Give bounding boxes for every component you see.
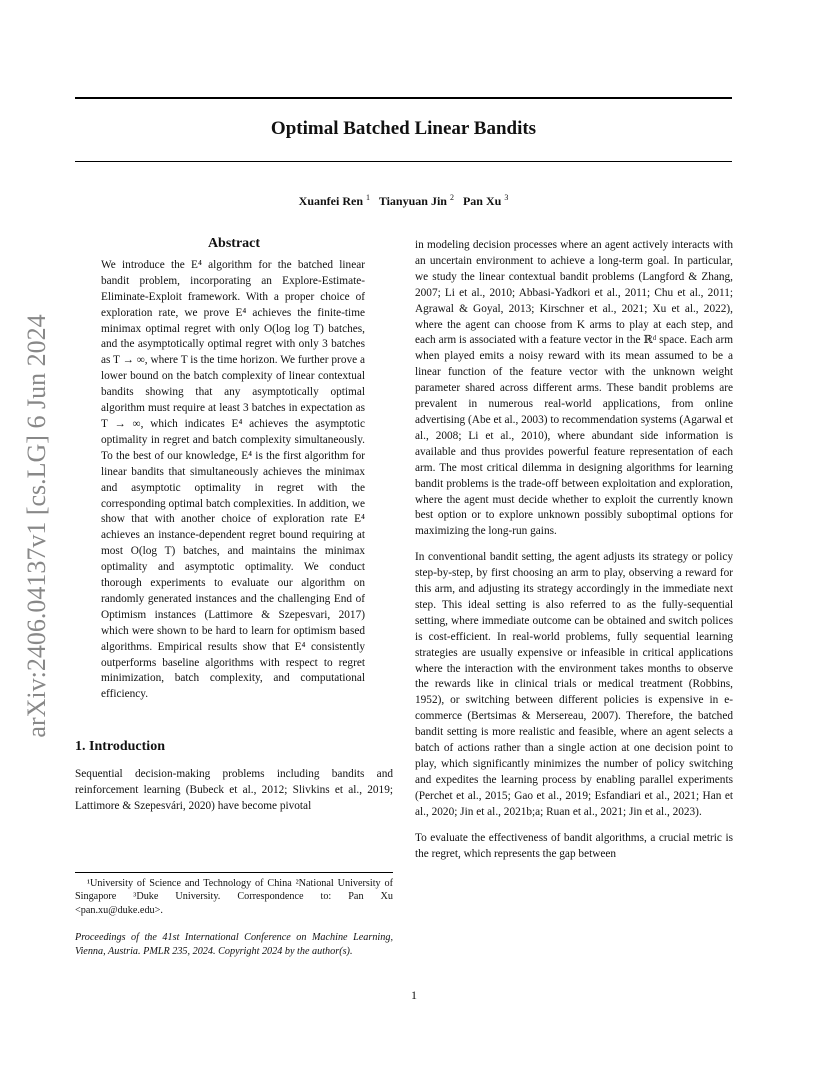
arxiv-stamp-text: arXiv:2406.04137v1 [cs.LG] 6 Jun 2024 [22, 314, 51, 738]
affiliation-mark: 1 [366, 193, 371, 202]
left-column [75, 236, 393, 815]
author-list [75, 193, 732, 209]
proceedings-note [75, 931, 393, 958]
author-name: Xuanfei Ren [298, 194, 364, 208]
intro-paragraph-continued: in modeling decision processes where an agent actively interacts with an uncertain environment to achieve a long-term goal. In particular, we study the linear contextual bandit problems (Langford & Zhang, 2007; Li et al., 2010; Abbasi-Yadkori et al., 2011; Chu et al., 2011; Agrawal & Goyal, 2013; Kirschner et al., 2021; Xu et al., 2022), where the agent can choose from K arms to play at each step, and each arm is associated with a feature vector in the ℝᵈ space. Each arm when played emits a noisy reward with its mean assumed to be a linear function of the feature vector with the unknown weight parameter shared across different arms. These bandit problems are prevalent in numerous real-world applications, from online advertising (Abe et al., 2003) to recommendation systems (Agarwal et al., 2008; Li et al., 2010), where abundant side information is available and thus provides powerful feature representation of each arm. The most critical dilemma in designing algorithms for learning bandit problems is the trade-off between exploitation and exploration, where the agent must decide whether to exploit the currently known best option or to explore unknown possibly suboptimal options for maximizing the long-run gains. [415, 239, 733, 538]
introduction-paragraph: Sequential decision-making problems including bandits and reinforcement learning (Bubeck et al., 2012; Slivkins et al., 2019; Lattimore & Szepesvári, 2020) have become pivotal [75, 768, 393, 812]
arxiv-stamp [22, 296, 52, 756]
affiliation-mark: 3 [504, 193, 509, 202]
author-name: Pan Xu [462, 194, 502, 208]
paper-title: Optimal Batched Linear Bandits [270, 118, 537, 139]
affiliations-footnote: ¹University of Science and Technology of China ²National University of Singapore ³Duke University. Correspondence to: Pan Xu <pan.xu@duke.edu>. [75, 878, 393, 916]
author-name: Tianyuan Jin [378, 194, 447, 208]
footnote [75, 872, 393, 958]
introduction-heading: 1. Introduction [75, 739, 165, 755]
right-column [415, 238, 733, 862]
proceedings-text: Proceedings of the 41st International Conference on Machine Learning, Vienna, Austria. PMLR 235, 2024. Copyright 2024 by the author(s). [75, 932, 393, 957]
batched-setting-paragraph: In conventional bandit setting, the agent adjusts its strategy or policy step-by-step, by first choosing an arm to play, observing a reward for this arm, and adjusting its strategy accordingly in the immediate next step. This ideal setting is also referred to as the fully-sequential setting, where immediate outcome can be obtained and switch polices is cost-efficient. In real-world problems, fully sequential learning strategies are usually expensive or infeasible in critical applications where the interaction with the environment takes months to observe the rewards like in clinical trials or medical treatment (Robbins, 1952), or switching between different policies is expensive in e-commerce (Bertsimas & Mersereau, 2007). Therefore, the batched bandit setting is more realistic and feasible, where an agent selects a batch of actions rather than a single action at one decision point to play, which significantly minimizes the number of policy switching and expedites the learning process by enabling parallel experiments (Perchet et al., 2015; Gao et al., 2019; Esfandiari et al., 2021; Han et al., 2020; Jin et al., 2021b;a; Ruan et al., 2021; Jin et al., 2023). [415, 551, 733, 818]
abstract-heading: Abstract [207, 236, 261, 251]
title-bottom-rule [75, 161, 732, 162]
title-top-rule [75, 97, 732, 99]
page-number: 1 [411, 988, 417, 1002]
abstract-body: We introduce the E⁴ algorithm for the batched linear bandit problem, incorporating an Explore-Estimate-Eliminate-Exploit framework. With a proper choice of exploration rate, we prove E⁴ achieves the finite-time minimax optimal regret with only O(log log T) batches, and the asymptotically optimal regret with only 3 batches as T → ∞, where T is the time horizon. We further prove a lower bound on the batch complexity of linear contextual bandits showing that any asymptotically optimal algorithm must require at least 3 batches in expectation as T → ∞, which indicates E⁴ achieves the asymptotic optimality in regret and batch complexity simultaneously. To the best of our knowledge, E⁴ is the first algorithm for linear bandits that simultaneously achieves the minimax and asymptotic optimality in regret with the corresponding optimal batch complexities. In addition, we show that with another choice of exploration rate E⁴ achieves an instance-dependent regret bound requiring at most O(log T) batches, and maintains the minimax optimality and asymptotic optimality. We conduct thorough experiments to evaluate our algorithm on randomly generated instances and the challenging End of Optimism instances (Lattimore & Szepesvari, 2017) which were shown to be hard to learn for optimism based algorithms. Empirical results show that E⁴ consistently outperforms baseline algorithms with respect to regret minimization, batch complexity, and computational efficiency. [101, 258, 365, 701]
affiliation-mark: 2 [449, 193, 454, 202]
regret-paragraph: To evaluate the effectiveness of bandit algorithms, a crucial metric is the regret, which represents the gap between [415, 831, 733, 860]
